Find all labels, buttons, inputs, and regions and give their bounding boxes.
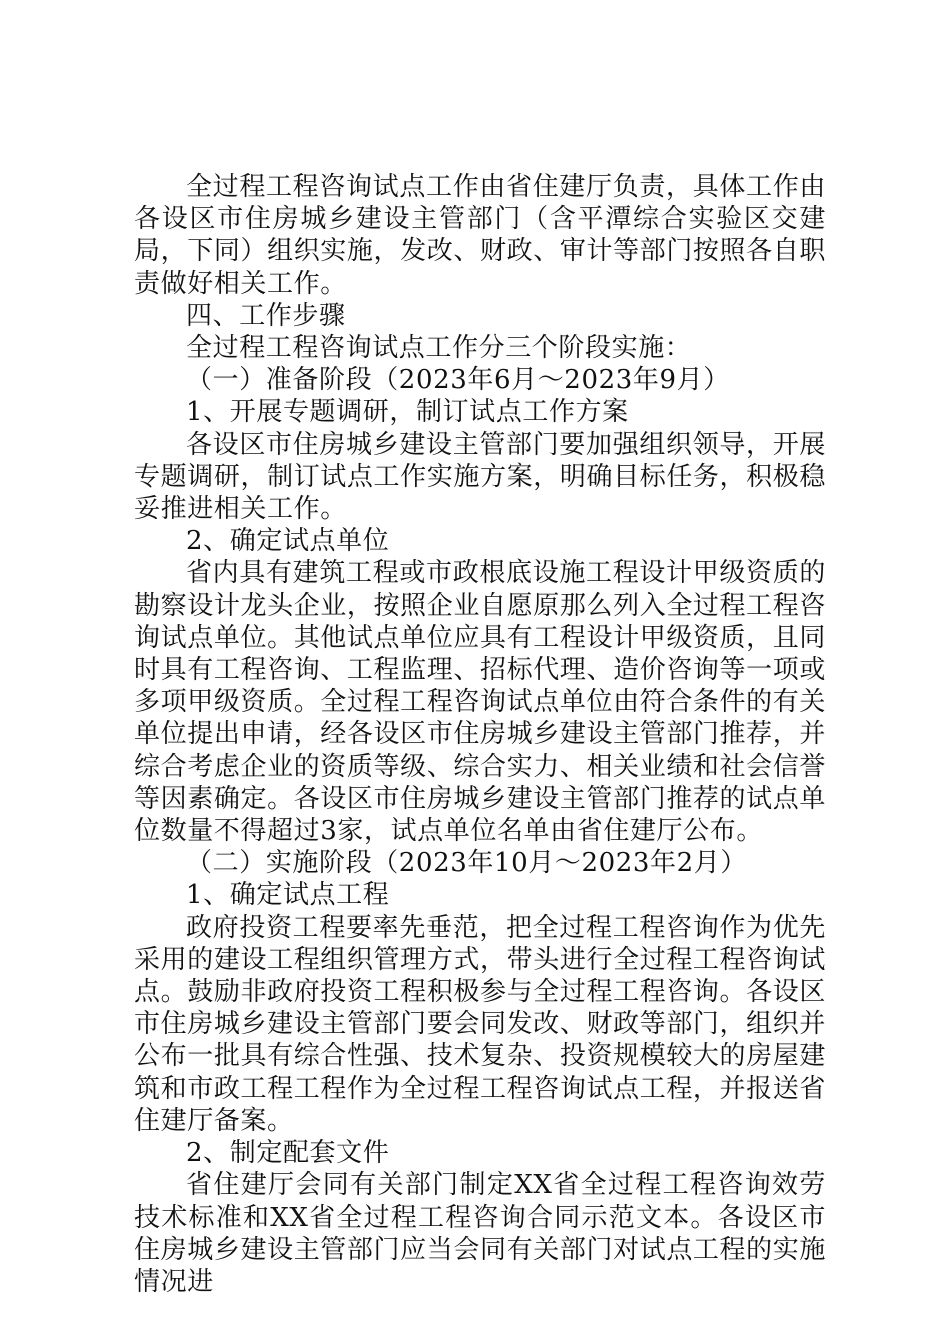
- paragraph-responsibility: 全过程工程咨询试点工作由省住建厅负责，具体工作由各设区市住房城乡建设主管部门（含平潭综合实验区交建局，下同）组织实施，发改、财政、审计等部门按照各自职责做好相关工作。: [134, 172, 826, 299]
- stage-heading-implementation: （二）实施阶段（2023年10月～2023年2月）: [186, 848, 747, 879]
- paragraph-pilot-units: 省内具有建筑工程或市政根底设施工程设计甲级资质的勘察设计龙头企业，按照企业自愿原那么列入全过程工程咨询试点单位。其他试点单位应具有工程设计甲级资质，且同时具有工程咨询、工程监理、招标代理、造价咨询等一项或多项甲级资质。全过程工程咨询试点单位由符合条件的有关单位提出申请，经各设区市住房城乡建设主管部门推荐，并综合考虑企业的资质等级、综合实力、相关业绩和社会信誉等因素确定。各设区市住房城乡建设主管部门推荐的试点单位数量不得超过3家，试点单位名单由省住建厅公布。: [134, 558, 826, 847]
- subheading-pilot-units: 2、确定试点单位: [186, 526, 390, 557]
- paragraph-research: 各设区市住房城乡建设主管部门要加强组织领导，开展专题调研，制订试点工作实施方案，明确目标任务，积极稳妥推进相关工作。: [134, 429, 826, 525]
- section-heading-work-steps: 四、工作步骤: [186, 300, 346, 331]
- paragraph-pilot-projects: 政府投资工程要率先垂范，把全过程工程咨询作为优先采用的建设工程组织管理方式，带头进行全过程工程咨询试点。鼓励非政府投资工程积极参与全过程工程咨询。各设区市住房城乡建设主管部门要会同发改、财政等部门，组织并公布一批具有综合性强、技术复杂、投资规模较大的房屋建筑和市政工程工程作为全过程工程咨询试点工程，并报送省住建厅备案。: [134, 912, 826, 1136]
- paragraph-three-stages: 全过程工程咨询试点工作分三个阶段实施：: [186, 333, 692, 364]
- subheading-pilot-projects: 1、确定试点工程: [186, 880, 390, 911]
- stage-heading-preparation: （一）准备阶段（2023年6月～2023年9月）: [186, 365, 730, 396]
- subheading-supporting-documents: 2、制定配套文件: [186, 1138, 390, 1169]
- document-body: [134, 171, 826, 1298]
- subheading-research: 1、开展专题调研，制订试点工作方案: [186, 397, 629, 428]
- paragraph-supporting-documents: 省住建厅会同有关部门制定XX省全过程工程咨询效劳技术标准和XX省全过程工程咨询合同示范文本。各设区市住房城乡建设主管部门应当会同有关部门对试点工程的实施情况进: [134, 1170, 826, 1297]
